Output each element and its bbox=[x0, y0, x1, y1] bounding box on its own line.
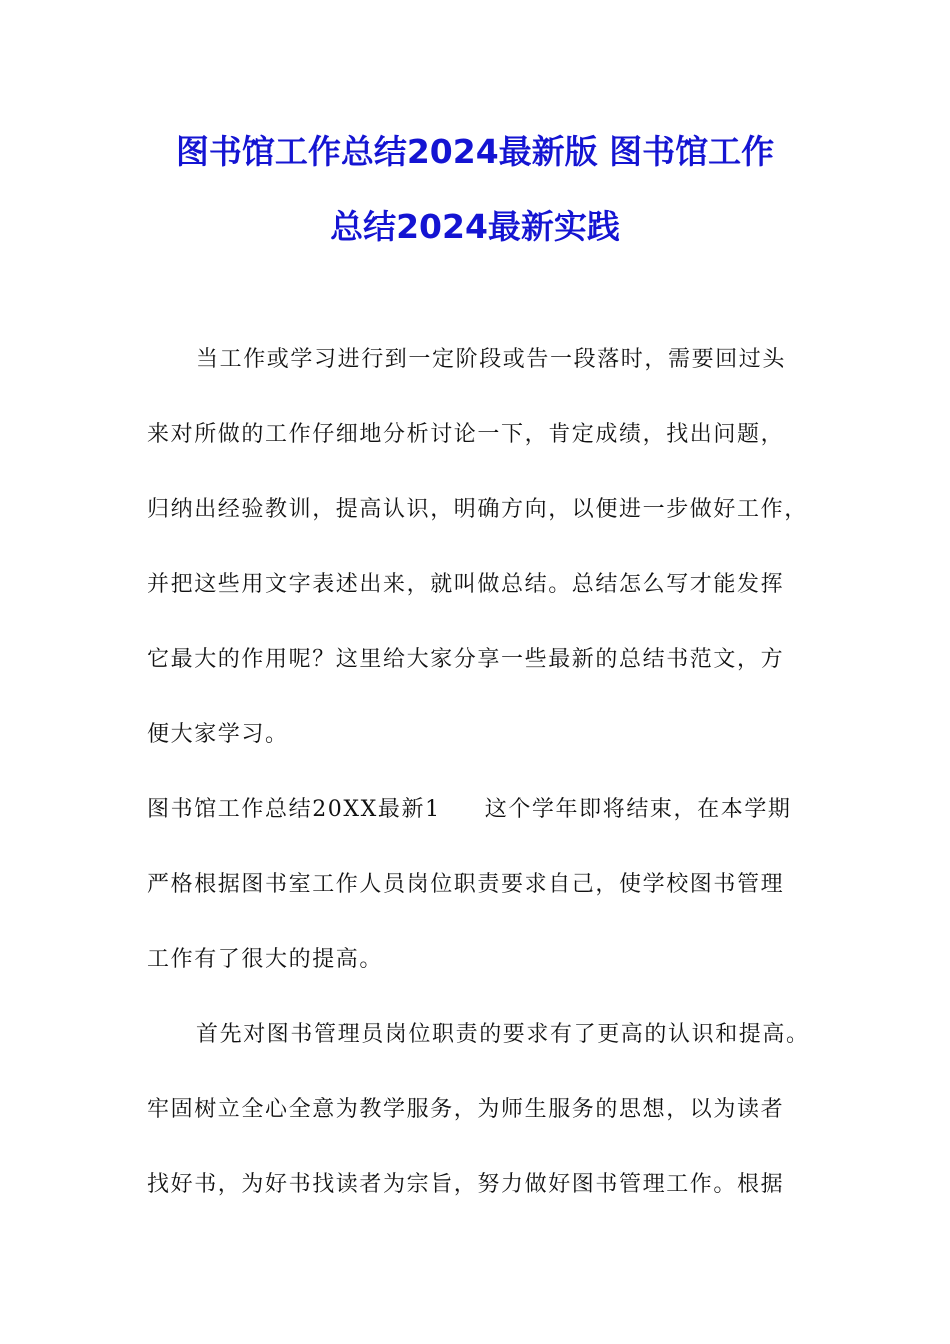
paragraph-2-line-1 bbox=[147, 795, 827, 825]
paragraph-3-line-1: 首先对图书管理员岗位职责的要求有了更高的认识和提高。 bbox=[196, 1022, 810, 1047]
paragraph-1-line-2: 来对所做的工作仔细地分析讨论一下，肯定成绩，找出问题， bbox=[147, 422, 785, 447]
document-title-line-1: 图书馆工作总结2024最新版 图书馆工作 bbox=[175, 132, 775, 171]
paragraph-2-line-3: 工作有了很大的提高。 bbox=[147, 947, 384, 972]
paragraph-2-line-1-text: 这个学年即将结束，在本学期 bbox=[484, 797, 792, 822]
paragraph-3-line-3: 找好书，为好书找读者为宗旨，努力做好图书管理工作。根据 bbox=[147, 1172, 785, 1197]
paragraph-1-line-1: 当工作或学习进行到一定阶段或告一段落时，需要回过头 bbox=[196, 347, 787, 372]
document-title-line-2: 总结2024最新实践 bbox=[330, 207, 620, 246]
paragraph-1-line-5: 它最大的作用呢？这里给大家分享一些最新的总结书范文，方 bbox=[147, 647, 785, 672]
paragraph-1-line-3: 归纳出经验教训，提高认识，明确方向，以便进一步做好工作， bbox=[147, 497, 808, 522]
paragraph-2-line-2: 严格根据图书室工作人员岗位职责要求自己，使学校图书管理 bbox=[147, 872, 785, 897]
paragraph-1-line-4: 并把这些用文字表述出来，就叫做总结。总结怎么写才能发挥 bbox=[147, 572, 785, 597]
paragraph-3-line-2: 牢固树立全心全意为教学服务，为师生服务的思想，以为读者 bbox=[147, 1097, 785, 1122]
paragraph-1-line-6: 便大家学习。 bbox=[147, 722, 289, 747]
section-heading: 图书馆工作总结20XX最新1 bbox=[147, 797, 441, 822]
